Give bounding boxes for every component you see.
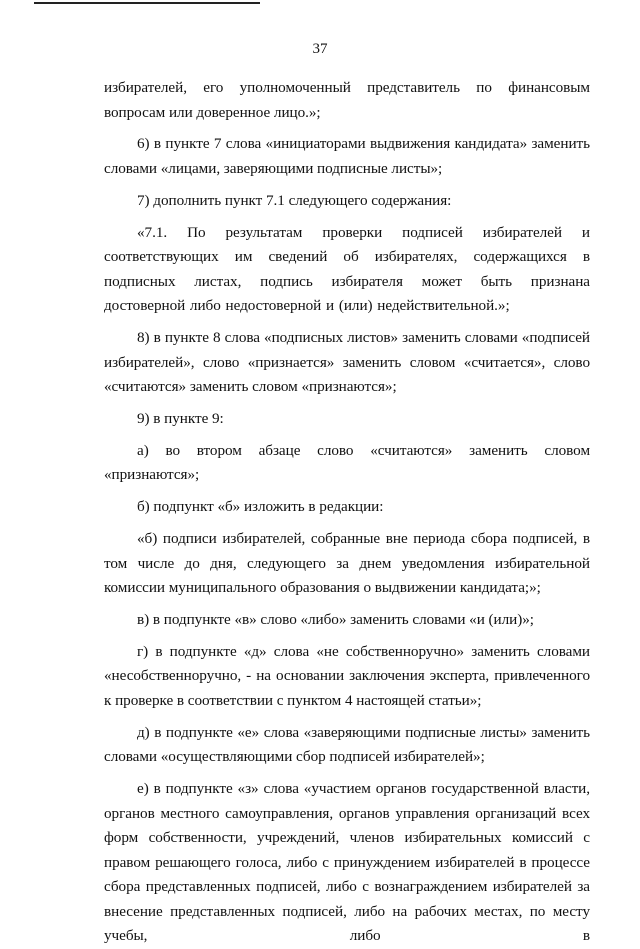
paragraph-subitem-d: д) в подпункте «е» слова «заверяющими подписные листы» заменить словами «осуществляющими сбор подписей избирателей»; xyxy=(104,723,590,766)
paragraph-subitem-g: г) в подпункте «д» слова «не собственноручно» заменить словами «несобственноручно, - на основании заключения эксперта, привлеченного к проверке в соответствии с пунктом 4 настоящей статьи»; xyxy=(104,642,590,709)
paragraph-item-8: 8) в пункте 8 слова «подписных листов» заменить словами «подписей избирателей», слово «признается» заменить словом «считается», слово «считаются» заменить словом «признаются»; xyxy=(104,329,590,396)
paragraph-subitem-a: а) во втором абзаце слово «считаются» заменить словом «признаются»; xyxy=(104,441,590,484)
paragraph-subitem-e: е) в подпункте «з» слова «участием органов государственной власти, органов местного самоуправления, органов управления организаций всех форм собственности, учреждений, членов избирательных комиссий с правом решающего голоса, либо с принуждением избирателей в процессе сбора представленных подписей, либо с вознаграждением избирателей за внесение представленных подписей, либо на рабочих местах, по месту учебы, либо в xyxy=(104,780,590,945)
paragraph-subitem-b: б) подпункт «б» изложить в редакции: xyxy=(137,498,384,516)
paragraph-clause-7-1: «7.1. По результатам проверки подписей избирателей и соответствующих им сведений об избирателях, содержащихся в подписных листах, подпись избирателя может быть признана достоверной либо недостоверной и (или) недействительной.»; xyxy=(104,223,590,315)
header-rule xyxy=(34,2,260,4)
page-number: 37 xyxy=(312,41,328,57)
paragraph-item-7: 7) дополнить пункт 7.1 следующего содержания: xyxy=(137,191,452,209)
paragraph-item-6: 6) в пункте 7 слова «инициаторами выдвижения кандидата» заменить словами «лицами, заверяющими подписные листы»; xyxy=(104,135,590,177)
paragraph-continuation: избирателей, его уполномоченный представитель по финансовым вопросам или доверенное лицо.»; xyxy=(104,79,590,121)
paragraph-subitem-v: в) в подпункте «в» слово «либо» заменить словами «и (или)»; xyxy=(137,611,534,629)
paragraph-item-9: 9) в пункте 9: xyxy=(137,409,224,427)
document-body xyxy=(104,76,590,949)
paragraph-subitem-b-text: «б) подписи избирателей, собранные вне периода сбора подписей, в том числе до дня, следующего за днем уведомления избирательной комиссии муниципального образования о выдвижении кандидата;»; xyxy=(104,530,590,597)
